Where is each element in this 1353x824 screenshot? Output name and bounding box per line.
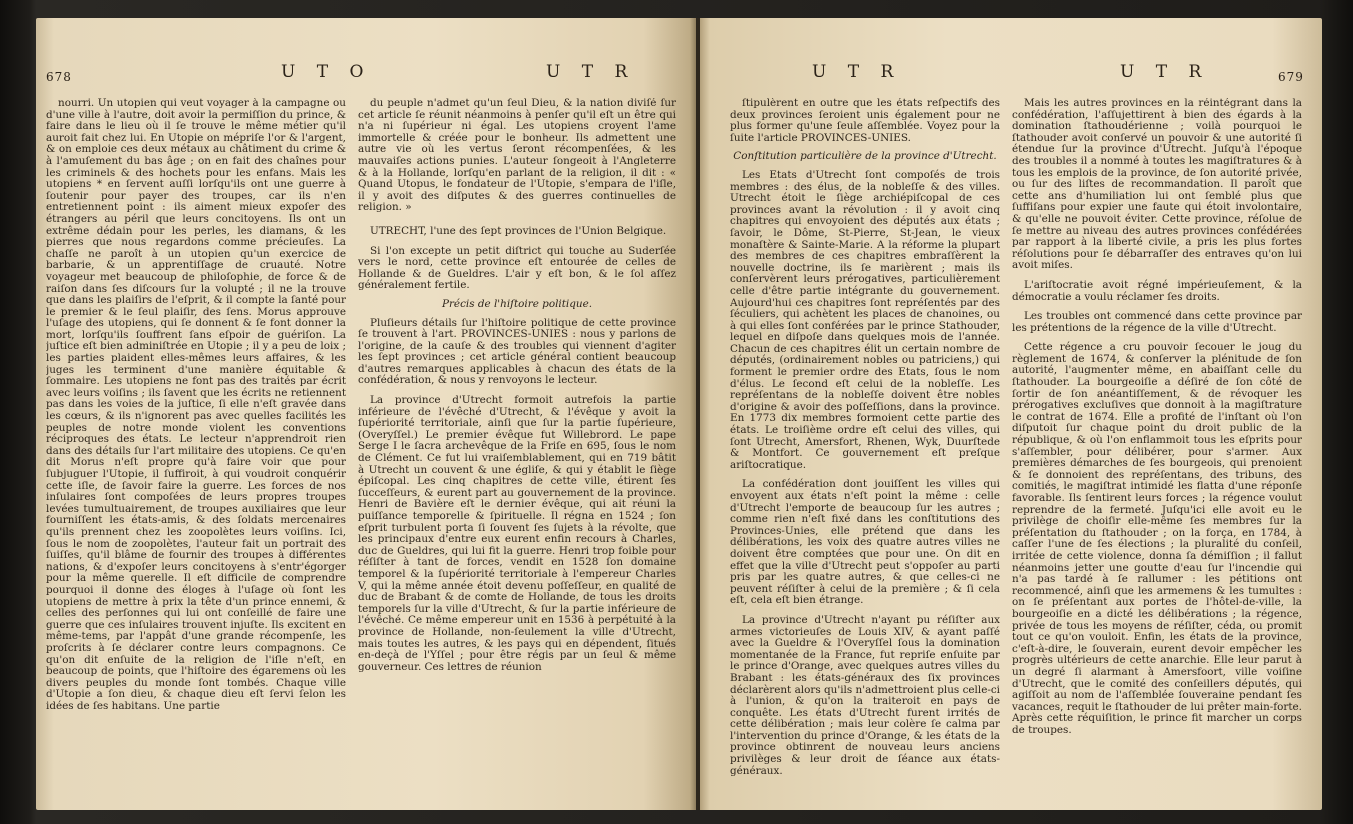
running-head-right: U T R xyxy=(812,62,902,82)
paragraph: Pluſieurs détails ſur l'hiſtoire politique de cette province ſe trouvent à l'art. PROVINCES-UNIES : nous y parlons de l'origine, de la cauſe & des troubles qui viennent d'agiter les ſept provinces ; cet article général contient beaucoup d'autres remarques applicables à chacun des états de la confédération, & nous y renvoyons le lecteur. xyxy=(358,316,676,387)
paragraph: Les troubles ont commencé dans cette province par les prétentions de la régence de la ville d'Utrecht. xyxy=(1012,310,1302,334)
paragraph: Les Etats d'Utrecht ſont compoſés de trois membres : des élus, de la nobleſſe & des villes. Utrecht étoit le ſiège archiépiſcopal de ces provinces avant la révolution : il y avoit cinq chapitres qui envoyoient des députés aux états ; ſavoir, le Dôme, St-Pierre, St-Jean, le vieux monaſtère & Sainte-Marie. A la réforme la plupart des membres de ces chapitres embraſſèrent la nouvelle doctrine, ils ſe marièrent ; mais ils conſervèrent leurs prérogatives, particulièrement celle d'être partie intégrante du gouvernement. Aujourd'hui ces chapitres ſont repréſentés par des ſéculiers, qui achètent les places de chanoines, ou à qui elles ſont conférées par le prince Stathouder, lequel en diſpoſe dans quelques mois de l'année. Chacun de ces chapitres élit un certain nombre de députés, (ordinairement nobles ou patriciens,) qui forment le premier ordre des Etats, ſous le nom d'élus. Le ſecond eſt celui de la nobleſſe. Les repréſentans de la nobleſſe doivent être nobles d'origine & avoir des poſſeſſions, dans la province. En 1773 dix membres formoient cette partie des états. Le troiſième ordre eſt celui des villes, qui ſont Utrecht, Amersfort, Rhenen, Wyk, Duurſtede & Montfort. Ce gouvernement eſt preſque ariſtocratique. xyxy=(730,168,1000,471)
paragraph: L'ariſtocratie avoit régné impérieuſement, & la démocratie a voulu réclamer ſes droits. xyxy=(1012,278,1302,303)
running-head-right-2: U T R xyxy=(1120,62,1210,82)
section-title: Conſtitution particulière de la province d'Utrecht. xyxy=(733,150,997,163)
running-head-left: U T O xyxy=(281,62,372,82)
left-page-column-2 xyxy=(358,98,676,798)
paragraph: ſtipulèrent en outre que les états reſpectifs des deux provinces ſeroient unis également pour ne plus former qu'une ſeule aſſemblée. Voyez pour la ſuite l'article PROVINCES-UNIES. xyxy=(730,98,1000,144)
paragraph: du peuple n'admet qu'un ſeul Dieu, & la nation diviſé ſur cet article ſe réunit néanmoins à penſer qu'il eſt un être qui n'a ni ſupérieur ni égal. Les utopiens croyent l'ame immortelle & créée pour le bonheur. Ils admettent une autre vie où les vertus ſeront récompenſées, & les mauvaiſes actions punies. L'auteur ſongeoit à l'Angleterre & à la Hollande, lorſqu'en parlant de la religion, il dit : « Quand Utopus, le fondateur de l'Utopie, s'empara de l'iſle, il y avoit des diſputes & des guerres continuelles de religion. » xyxy=(358,98,676,214)
paragraph: Mais les autres provinces en la réintégrant dans la confédération, l'aſſujettirent à bien des égards à la domination ſtathoudérienne ; voilà pourquoi le ſtathouder avoit conſervé un pouvoir & une autorité ſi étendue ſur la province d'Utrecht. Juſqu'à l'époque des troubles il a nommé à toutes les magiſtratures & à tous les emplois de la province, de ſon autorité privée, ou ſur des liſtes de recommandation. Il paroît que cette ans d'humiliation lui ont ſemblé plus que ſuffiſans pour expier une faute qui étoit involontaire, & qu'elle ne pouvoit éviter. Cette province, réſolue de ſe mettre au niveau des autres provinces confédérées par rapport à la liberté civile, a pris les plus fortes réſolutions pour ſe débarraſſer des entraves qu'on lui avoit miſes. xyxy=(1012,98,1302,272)
paragraph: Cette régence a cru pouvoir ſecouer le joug du règlement de 1674, & conſerver la plénitude de ſon autorité, l'augmenter même, en abaiſſant celle du ſtathouder. La bourgeoiſie a déſiré de ſon côté de ſortir de ſon anéantiſſement, & de révoquer les prérogatives excluſives que donnoit à la magiſtrature le contrat de 1674. Elle a profité de l'inſtant où l'on diſputoit ſur chaque point du droit public de la république, & où l'on enflammoit tous les eſprits pour s'aſſembler, pour délibérer, pour s'armer. Aux premières démarches de ſes bourgeois, qui prenoient & ſe donnoient des repréſentans, des tribuns, des comitiés, le magiſtrat intimidé les flatta d'une réponſe favorable. Ils ſentirent leurs forces ; la régence voulut reprendre de la fermeté. Juſqu'ici elle avoit eu le privilège de choiſir elle-même ſes membres ſur la préſentation du ſtathouder ; on la força, en 1784, à caſſer l'une de ſes élections ; la pluralité du conſeil, irritée de cette violence, donna ſa démiſſion ; il fallut néanmoins jetter une goutte d'eau ſur l'incendie qui n'a pas tardé à ſe rallumer : les pétitions ont recommencé, ainſi que les armemens & les tumultes : on ſe préſentant aux portes de l'hôtel-de-ville, la bourgeoiſie en a dicté les délibérations ; la régence, privée de tous les moyens de réſiſter, céda, ou promit tout ce qu'on vouloit. Enfin, les états de la province, c'eſt-à-dire, le ſouverain, eurent devoir empêcher les progrès ultérieurs de cette anarchie. Elle leur parut à un degré ſi alarmant à Amersfoort, ville voiſine d'Utrecht, que le comité des conſeillers députés, qui agiſſoit au nom de l'aſſemblée ſouveraine pendant ſes vacances, requit le ſtathouder de lui prêter main-forte. Après cette réquiſition, le prince fit marcher un corps de troupes. xyxy=(1012,341,1302,736)
left-page-column-1 xyxy=(46,98,346,798)
entry-heading-utrecht: UTRECHT, l'une des ſept provinces de l'Union Belgique. xyxy=(370,224,667,237)
page-number-left: 678 xyxy=(46,70,72,84)
paragraph: La province d'Utrecht formoit autrefois la partie inférieure de l'évêché d'Utrecht, & l'évêque y avoit la ſupériorité territoriale, ainſi que ſur la partie ſupérieure, (Overyſſel.) Le premier évêque fut Willebrord. Le pape Serge I le ſacra archevêque de la Friſe en 695, ſous le nom de Clément. Ce fut lui vraiſemblablement, qui en 719 bâtit à Utrecht un couvent & une égliſe, & qui y établit le ſiège épiſcopal. Les cinq chapitres de cette ville, étirent ſes ſucceſſeurs, & eurent part au gouvernement de la province. Henri de Bavière eſt le dernier évêque, qui ait réuni la puiſſance temporelle & ſpirituelle. Il régna en 1524 ; ſon eſprit turbulent porta ſi ſouvent ſes ſujets à la révolte, que les principaux d'entre eux eurent enfin recours à Charles, duc de Gueldres, qui lui fit la guerre. Henri trop foible pour réſiſter à tant de forces, vendit en 1528 ſon domaine temporel & la ſupériorité territoriale à l'empereur Charles V, qui la même année étoit devenu poſſeſſeur, en qualité de duc de Brabant & de comte de Hollande, de tous les droits temporels ſur la ville d'Utrecht, & ſur la partie inférieure de l'évêché. Ce même empereur unit en 1536 à perpétuité à la province de Hollande, non-ſeulement la ville d'Utrecht, mais toutes les autres, & les pays qui en dépendent, ſitués en-deçà de l'Yſſel ; pour être régis par un ſeul & même gouverneur. Ces lettres de réunion xyxy=(358,394,676,673)
paragraph: La province d'Utrecht n'ayant pu réſiſter aux armes victorieuſes de Louis XIV, & ayant paſſé avec la Gueldre & l'Overyſſel ſous la domination momentanée de la France, fut repriſe enſuite par le prince d'Orange, avec quelques autres villes du Brabant : les états-généraux des ſix provinces déclarèrent alors qu'ils n'admettroient plus celle-ci à l'union, & qu'on la traiteroit en pays de conquête. Les états d'Utrecht furent irrités de cette délibération ; mais leur colère ſe calma par l'intervention du prince d'Orange, & les états de la province obtinrent de nouveau leurs anciens privilèges & leur droit de ſéance aux états-généraux. xyxy=(730,613,1000,777)
section-title: Précis de l'hiſtoire politique. xyxy=(441,297,593,310)
paragraph: La confédération dont jouiſſent les villes qui envoyent aux états n'eſt point la même : celle d'Utrecht l'emporte de beaucoup ſur les autres ; comme rien n'eſt fixé dans les conſtitutions des Provinces-Unies, elle prétend que dans les délibérations, les voix des quatre autres villes ne doivent être comptées que pour une. On dit en effet que la ville d'Utrecht peut s'oppoſer au parti pris par les quatre autres, & que celles-ci ne peuvent réſiſter à celui de la première ; & ſi cela eſt, cela eſt bien étrange. xyxy=(730,478,1000,607)
page-number-right: 679 xyxy=(1278,70,1304,84)
right-page xyxy=(700,18,1322,810)
left-page xyxy=(36,18,696,810)
right-page-column-2 xyxy=(1012,98,1302,798)
paragraph: Si l'on excepte un petit diſtrict qui touche au Suderſée vers le nord, cette province eſt entourée de celles de Hollande & de Gueldres. L'air y eſt bon, & le ſol aſſez généralement fertile. xyxy=(358,244,676,292)
right-page-column-1 xyxy=(730,98,1000,798)
paragraph: nourri. Un utopien qui veut voyager à la campagne ou d'une ville à l'autre, doit avoir la permiſſion du prince, & faire dans le lieu où il ſe trouve le même métier qu'il auroit fait chez lui. En Utopie on mépriſe l'or & l'argent, & on emploie ces deux métaux au châtiment du crime & à l'amuſement du bas âge ; on en fait des chaînes pour les criminels & des hochets pour les enfans. Mais les utopiens * en ſervent auſſi lorſqu'ils ont une guerre à ſoutenir pour payer des troupes, car ils n'en entretiennent point : ils aiment mieux expoſer des étrangers au péril que leurs concitoyens. Ils ont un extrême dédain pour les perles, les diamans, & les pierres que nous regardons comme précieuſes. La chaſſe ne paroît à un utopien qu'un exercice de barbarie, & un apprentiſſage de cruauté. Notre voyageur met beaucoup de philoſophie, de force & de raiſon dans ſes diſcours ſur la volupté ; il ne la trouve que dans les plaiſirs de l'eſprit, & il compte la ſanté pour le premier & le ſeul plaiſir, des ſens. Morus approuve l'uſage des utopiens, qui ſe donnent & ſe font donner la mort, lorſqu'ils ſouffrent ſans eſpoir de guériſon. La juſtice eſt bien adminiſtrée en Utopie ; il y a peu de loix ; les parties plaident elles-mêmes leurs affaires, & les juges les terminent d'une manière équitable & ſommaire. Les utopiens ne font pas des traités par écrit avec leurs voiſins ; ils ſavent que les écrits ne retiennent pas dans les voies de la juſtice, ſi elle n'eſt gravée dans les cœurs, & ils n'ignorent pas avec quelles facilités les peuples de notre monde violent les conventions réciproques des états. Le lecteur n'apprendroit rien dans des détails ſur l'art militaire des utopiens. Ce qu'en dit Morus n'eſt propre qu'à faire voir que pour ſubjuguer l'Utopie, il ſuffiroit, à qui voudroit conquérir cette iſle, de ſavoir faire la guerre. Les forces de nos inſulaires ſont compoſées de leurs propres troupes levées tumultuairement, de troupes auxiliaires que leur fourniſſent les états-amis, & des ſoldats mercenaires qu'ils prennent chez les zoopolètes leurs voiſins. Ici, ſous le nom de zoopolètes, l'auteur fait un portrait des ſuiſſes, qu'il blâme de fournir des troupes à différentes nations, & d'expoſer leurs concitoyens à s'entr'égorger pour la même querelle. Il eſt difficile de comprendre pourquoi il donne des éloges à l'uſage où ſont les utopiens de mettre à prix la tête d'un prince ennemi, & celles des perſonnes qui lui ont conſeillé de faire une guerre que ces inſulaires trouvent injuſte. Ils excitent en même-tems, par l'appât d'une grande récompenſe, les proſcrits à ſe déclarer contre leurs compagnons. Ce qu'on dit enſuite de la religion de l'iſle n'eſt, en beaucoup de points, que l'hiſtoire des égaremens où les divers peuples du monde ſont tombés. Chaque ville d'Utopie a ſon dieu, & chaque dieu eſt ſervi ſelon les idées de ſes habitans. Une partie xyxy=(46,98,346,712)
running-head-left-2: U T R xyxy=(546,62,636,82)
